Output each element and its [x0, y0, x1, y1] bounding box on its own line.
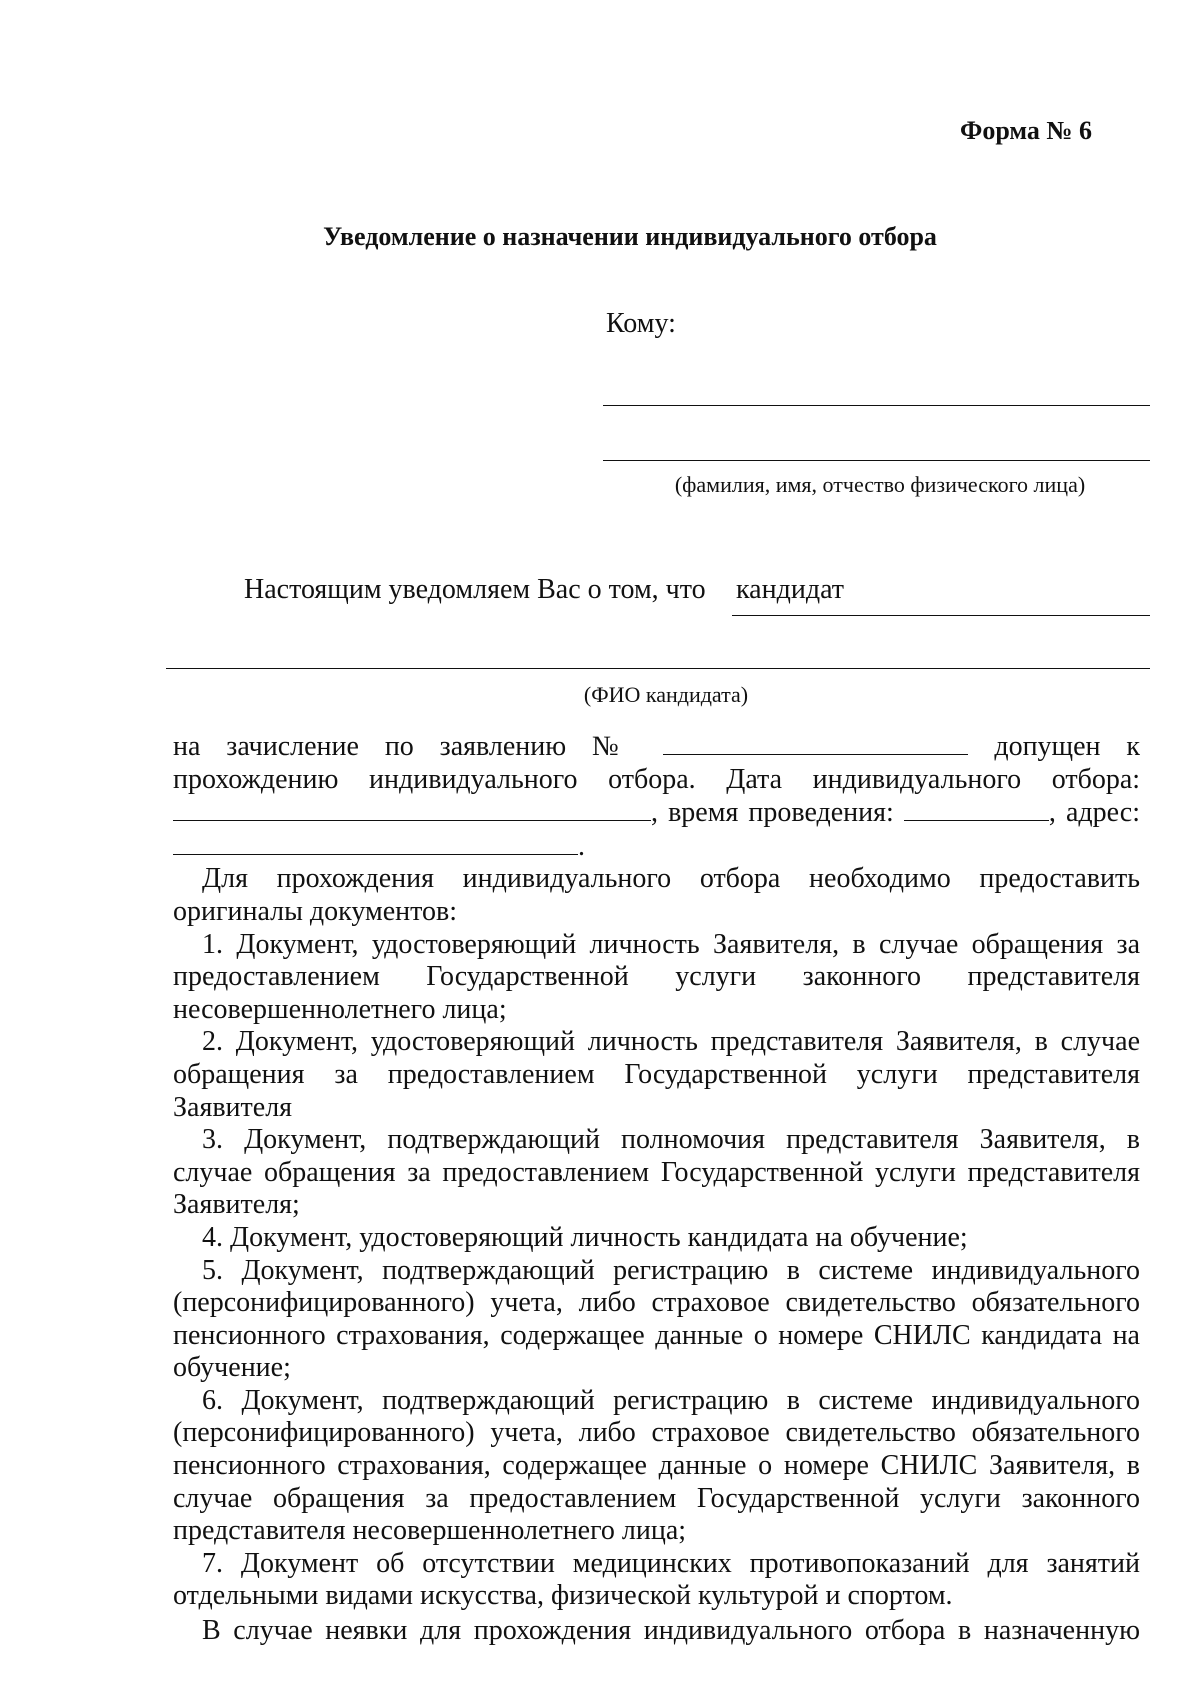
notice-body: [173, 730, 1140, 1648]
word: на: [173, 731, 201, 762]
recipient-line-1: [603, 405, 1150, 406]
document-item: 5. Документ, подтверждающий регистрацию в системе индивидуального (персонифицированного) учета, либо страховое свидетельство обязательного пенсионного страхования, содержащее данные о номере СНИЛС кандидата на обучение;: [173, 1254, 1140, 1384]
word: по: [384, 731, 414, 762]
time-label: , время проведения:: [651, 797, 894, 829]
word: зачисление: [226, 731, 359, 762]
notice-line-4: [173, 830, 1140, 864]
word: прохождению: [173, 763, 339, 795]
document-title: Уведомление о назначении индивидуального отбора: [323, 222, 937, 251]
document-item: 1. Документ, удостоверяющий личность Заявителя, в случае обращения за предоставлением Государственной услуги законного представителя несовершеннолетнего лица;: [173, 928, 1140, 1025]
word: к: [1126, 731, 1140, 762]
document-item: 7. Документ об отсутствии медицинских противопоказаний для занятий отдельными видами искусства, физической культурой и спортом.: [173, 1547, 1140, 1612]
candidate-caption: (ФИО кандидата): [583, 682, 749, 707]
notice-line-3: [173, 796, 1140, 830]
word: отбора.: [608, 763, 696, 795]
form-number: Форма № 6: [960, 116, 1093, 145]
address-blank[interactable]: [173, 830, 578, 855]
candidate-line-1: [732, 615, 1150, 616]
recipient-line-2: [603, 460, 1150, 461]
document-item: 2. Документ, удостоверяющий личность представителя Заявителя, в случае обращения за предоставлением Государственной услуги представителя Заявителя: [173, 1026, 1140, 1123]
documents-intro: Для прохождения индивидуального отбора необходимо предоставить оригиналы документов:: [173, 863, 1140, 927]
word: №: [592, 731, 638, 762]
word: допущен: [994, 731, 1101, 762]
word: отбора:: [1051, 763, 1141, 795]
date-blank[interactable]: [173, 796, 651, 821]
word: Дата: [726, 763, 783, 795]
notice-line-1: [173, 730, 1140, 764]
notice-line-2: [173, 764, 1140, 797]
document-item: 3. Документ, подтверждающий полномочия представителя Заявителя, в случае обращения за предоставлением Государственной услуги представителя Заявителя;: [173, 1124, 1140, 1221]
end-dot: .: [578, 830, 585, 862]
word: заявлению: [439, 731, 567, 762]
address-label: , адрес:: [1048, 797, 1140, 829]
document-item: 4. Документ, удостоверяющий личность кандидата на обучение;: [202, 1221, 968, 1253]
application-number-blank[interactable]: [663, 730, 968, 755]
candidate-line-2: [166, 668, 1150, 669]
candidate-word: кандидат: [736, 574, 845, 605]
word: индивидуального: [369, 763, 578, 795]
word: индивидуального: [812, 763, 1022, 795]
notice-intro: Настоящим уведомляем Вас о том, что: [244, 574, 706, 605]
recipient-caption: (фамилия, имя, отчество физического лица): [674, 472, 1086, 497]
time-blank[interactable]: [904, 796, 1049, 821]
closing-paragraph: В случае неявки для прохождения индивидуального отбора в назначенную: [202, 1615, 1140, 1647]
recipient-label: Кому:: [606, 308, 676, 339]
document-item: 6. Документ, подтверждающий регистрацию в системе индивидуального (персонифицированного) учета, либо страховое свидетельство обязательного пенсионного страхования, содержащее данные о номере СНИЛС Заявителя, в случае обращения за предоставлением Государственной услуги законного представителя несовершеннолетнего лица;: [173, 1384, 1140, 1547]
